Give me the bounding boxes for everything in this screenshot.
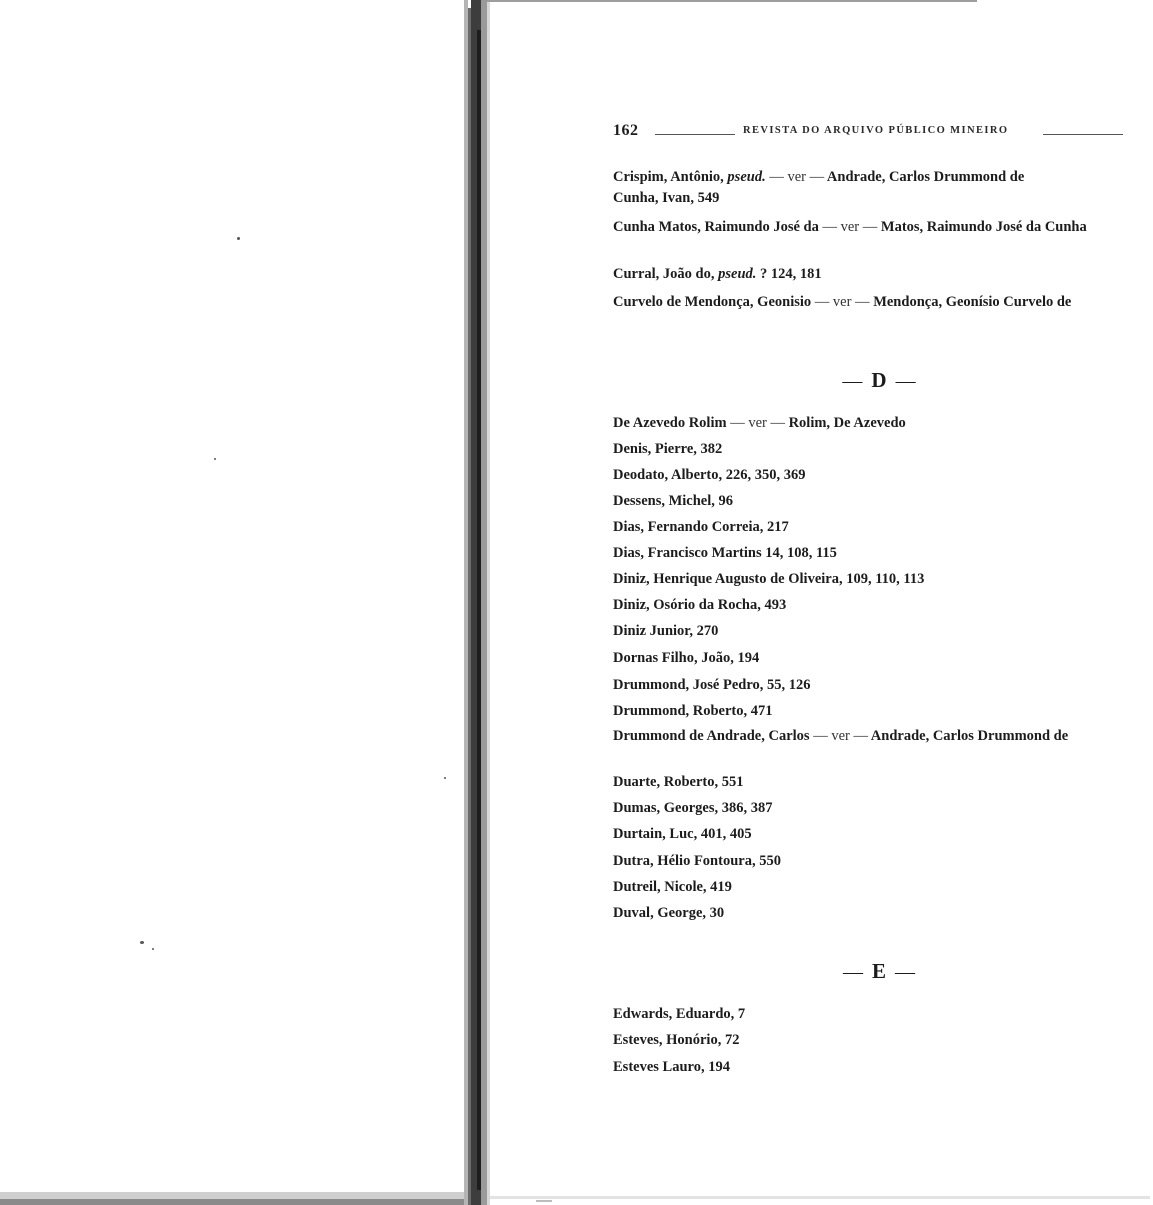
- section-heading-e: — E —: [842, 959, 917, 983]
- page-number: 162: [613, 122, 639, 139]
- index-entry: Drummond, José Pedro, 55, 126: [613, 677, 811, 693]
- index-entry: Duval, George, 30: [613, 905, 725, 921]
- index-entry: Drummond de Andrade, Carlos — ver — Andrade, Carlos Drummond de: [613, 728, 1069, 744]
- index-entry: Denis, Pierre, 382: [613, 441, 723, 457]
- index-entry: Curral, João do, pseud. ? 124, 181: [613, 266, 822, 282]
- running-head: REVISTA DO ARQUIVO PÚBLICO MINEIRO: [743, 125, 1009, 136]
- index-entry: Dias, Francisco Martins 14, 108, 115: [613, 545, 837, 561]
- index-entry: Diniz, Osório da Rocha, 493: [613, 597, 787, 613]
- header-rule-left: [655, 134, 735, 135]
- index-entry: Durtain, Luc, 401, 405: [613, 826, 752, 842]
- index-entry: Dutra, Hélio Fontoura, 550: [613, 853, 781, 869]
- index-entry: Duarte, Roberto, 551: [613, 774, 744, 790]
- index-entry: Dumas, Georges, 386, 387: [613, 800, 773, 816]
- index-entry: Edwards, Eduardo, 7: [613, 1006, 746, 1022]
- page-header: [613, 122, 1148, 144]
- index-entry: Dornas Filho, João, 194: [613, 650, 760, 666]
- index-entry: Cunha Matos, Raimundo José da — ver — Matos, Raimundo José da Cunha: [613, 219, 1087, 235]
- index-entry: Drummond, Roberto, 471: [613, 703, 773, 719]
- index-entry: Dutreil, Nicole, 419: [613, 879, 732, 895]
- index-entry: Cunha, Ivan, 549: [613, 190, 720, 206]
- index-entry: De Azevedo Rolim — ver — Rolim, De Azevedo: [613, 415, 906, 431]
- index-entry: Diniz, Henrique Augusto de Oliveira, 109, 110, 113: [613, 571, 925, 587]
- index-entry: Diniz Junior, 270: [613, 623, 719, 639]
- index-entry: Crispim, Antônio, pseud. — ver — Andrade, Carlos Drummond de: [613, 169, 1025, 185]
- index-entry: Dias, Fernando Correia, 217: [613, 519, 789, 535]
- index-entry: Deodato, Alberto, 226, 350, 369: [613, 467, 806, 483]
- index-entry: Esteves Lauro, 194: [613, 1059, 730, 1075]
- section-heading-d: — D —: [842, 368, 918, 392]
- index-entry: Dessens, Michel, 96: [613, 493, 734, 509]
- index-entry: Curvelo de Mendonça, Geonisio — ver — Mendonça, Geonísio Curvelo de: [613, 294, 1072, 310]
- header-rule-right: [1043, 134, 1123, 135]
- index-entry: Esteves, Honório, 72: [613, 1032, 740, 1048]
